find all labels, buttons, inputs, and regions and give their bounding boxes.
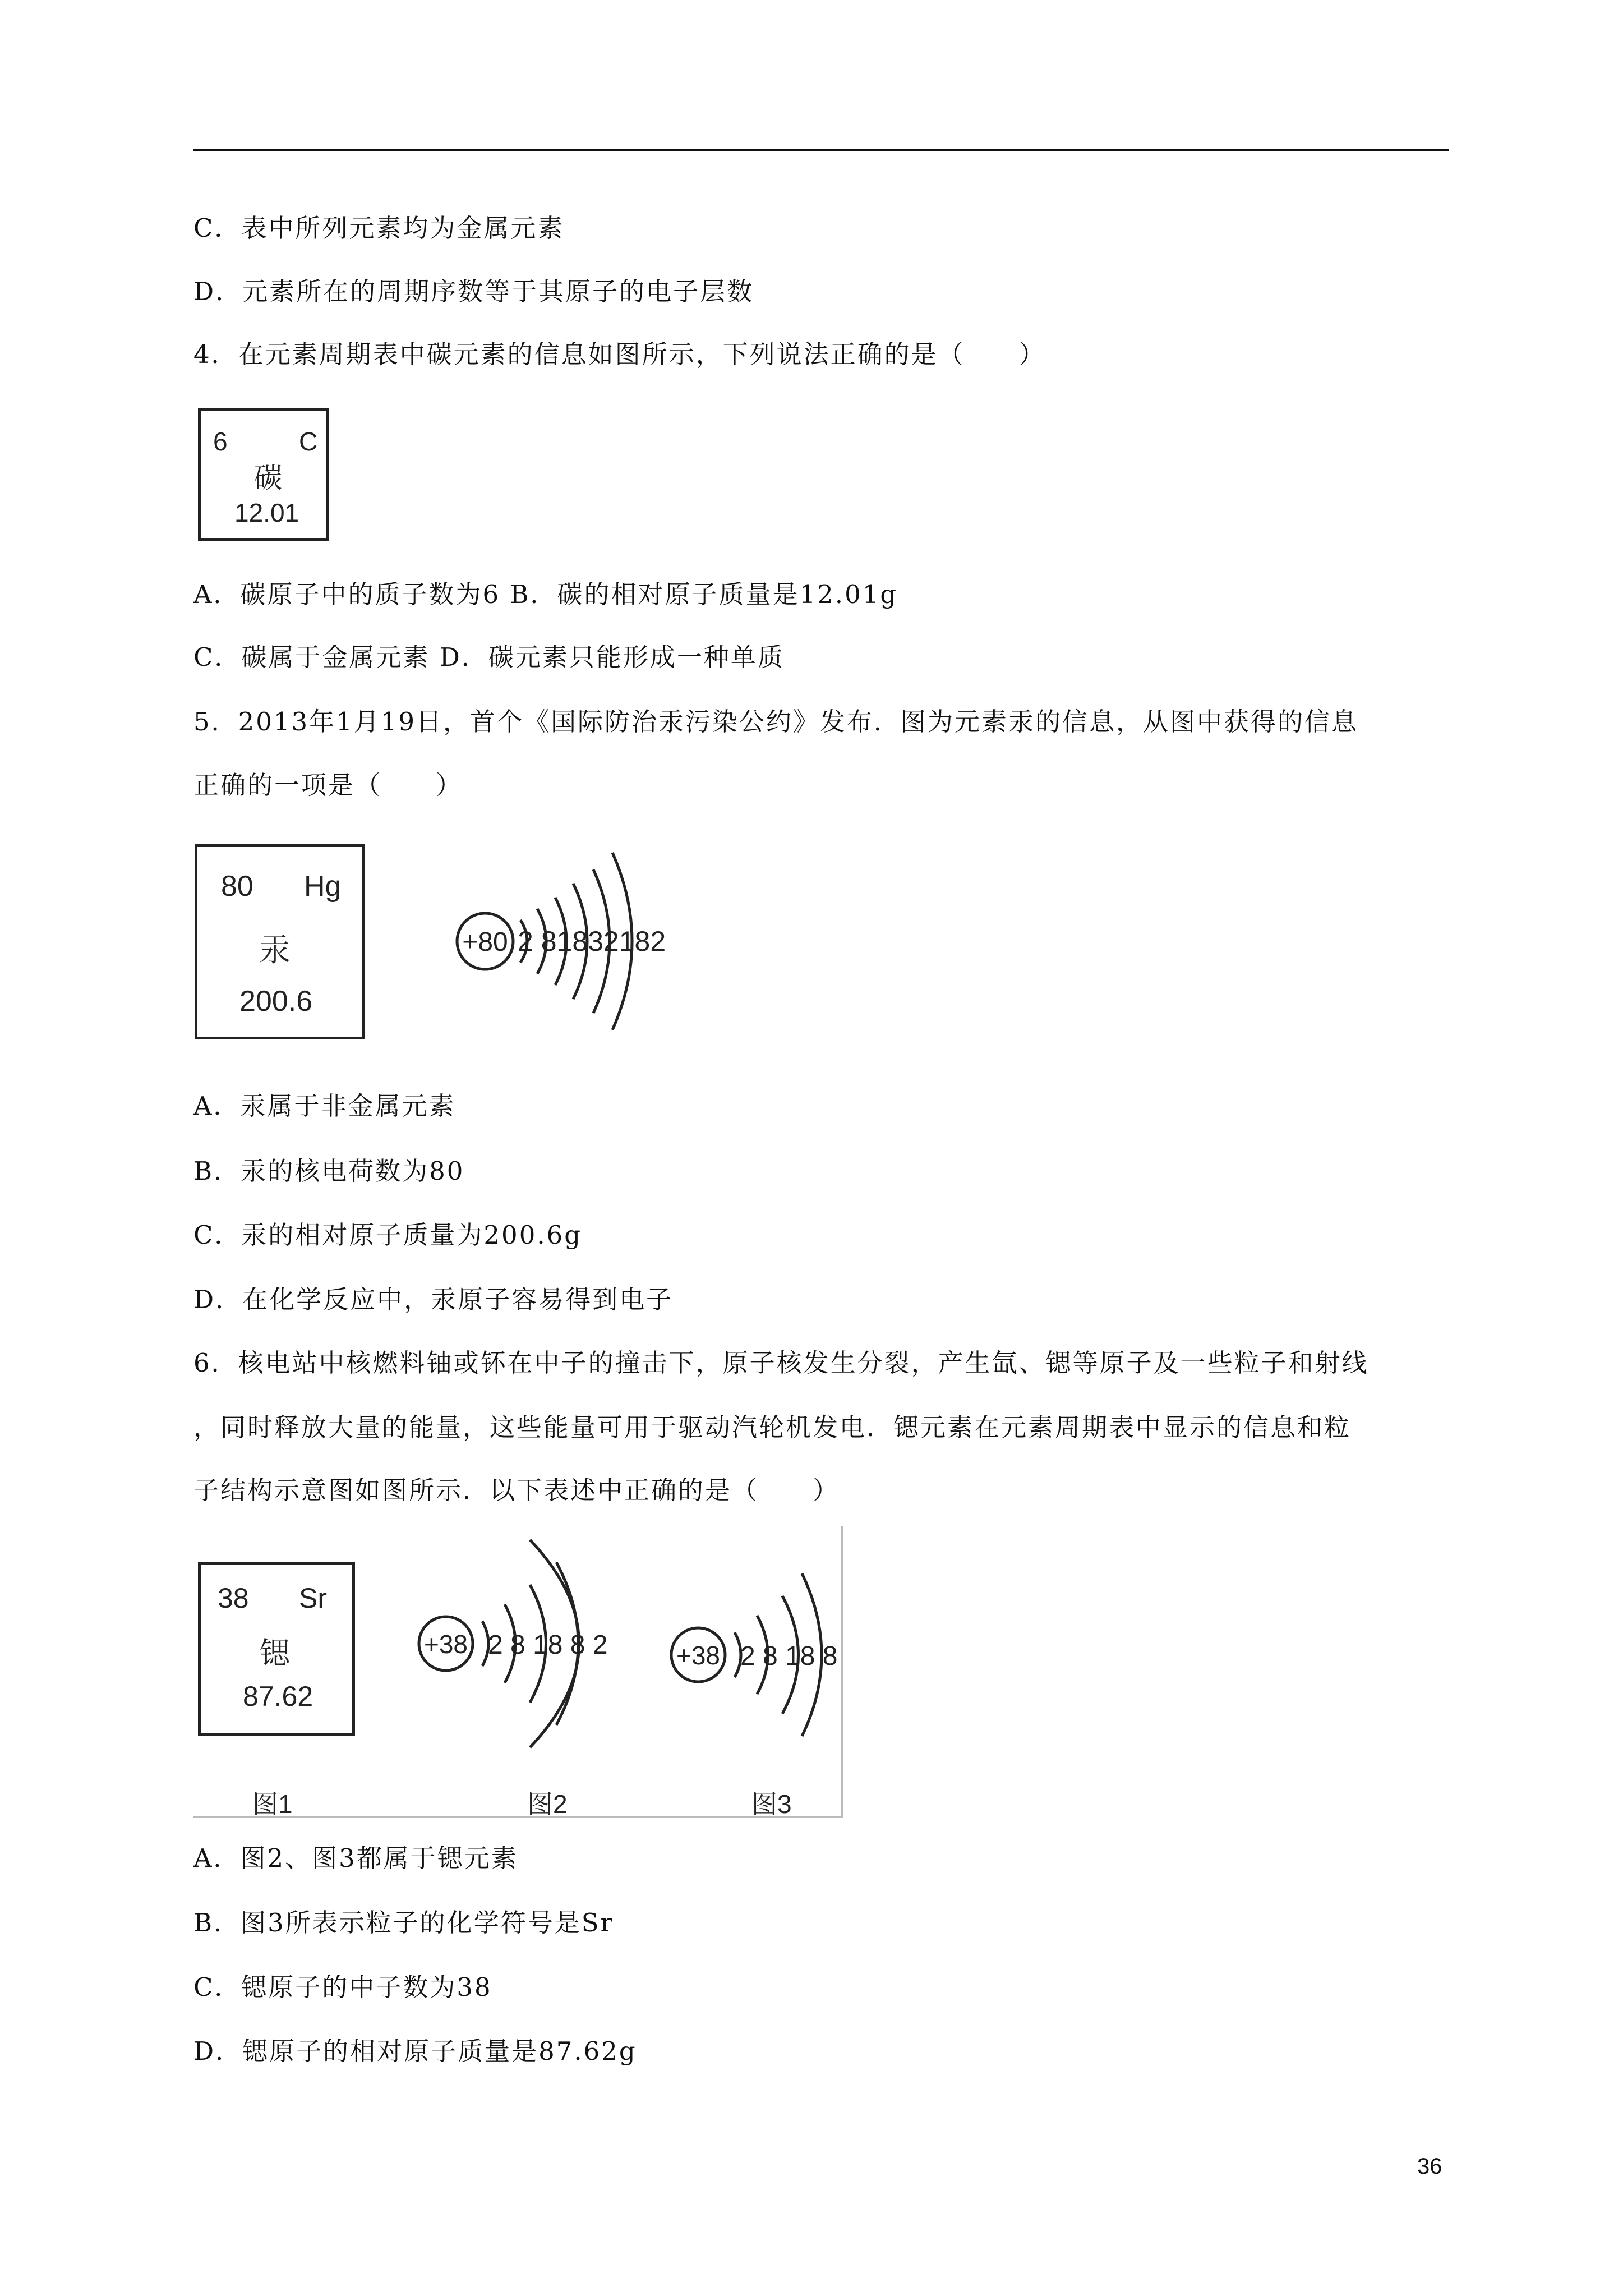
q6-stem-line2: ，同时释放大量的能量，这些能量可用于驱动汽轮机发电．锶元素在元素周期表中显示的信息和粒 (193, 1412, 1352, 1442)
nucleus-charge: +80 (462, 927, 508, 957)
atomic-mass: 12.01 (234, 498, 299, 527)
carbon-element-card (198, 408, 329, 541)
page-number: 36 (1417, 2154, 1442, 2179)
element-name: 汞 (259, 932, 291, 968)
strontium-element-card (198, 1562, 355, 1736)
atomic-mass: 87.62 (243, 1681, 313, 1712)
q5-option-a: A．汞属于非金属元素 (193, 1091, 456, 1121)
nucleus-charge: +38 (676, 1641, 721, 1670)
electron-counts: 2 8 18 8 (740, 1641, 838, 1671)
q3-option-c: C．表中所列元素均为金属元素 (193, 213, 565, 243)
q3-option-d: D．元素所在的周期序数等于其原子的电子层数 (193, 277, 754, 306)
atomic-number: 6 (213, 427, 228, 456)
electron-counts: 2 81832182 (518, 926, 666, 957)
mercury-element-card (195, 844, 365, 1039)
q5-stem-line2: 正确的一项是（ ） (193, 770, 463, 800)
q5-option-b: B．汞的核电荷数为80 (193, 1156, 465, 1186)
q4-options-ab: A．碳原子中的质子数为6 B．碳的相对原子质量是12.01g (193, 579, 898, 609)
q6-stem-line1: 6．核电站中核燃料铀或钚在中子的撞击下，原子核发生分裂，产生氙、锶等原子及一些粒子和射线 (193, 1348, 1369, 1378)
q4-stem: 4．在元素周期表中碳元素的信息如图所示，下列说法正确的是（ ） (193, 339, 1046, 369)
atomic-number: 80 (221, 870, 253, 903)
strontium-ion-diagram (662, 1554, 841, 1750)
element-symbol: C (299, 427, 318, 456)
nucleus-charge: +38 (423, 1630, 468, 1659)
element-symbol: Hg (304, 870, 342, 903)
q6-stem-line3: 子结构示意图如图所示．以下表述中正确的是（ ） (193, 1475, 840, 1505)
figure-caption-1: 图1 (252, 1789, 293, 1819)
q5-stem-line1: 5．2013年1月19日，首个《国际防治汞污染公约》发布．图为元素汞的信息，从图中获得的信息 (193, 707, 1359, 737)
q6-option-a: A．图2、图3都属于锶元素 (193, 1843, 518, 1873)
header-rule (193, 149, 1449, 151)
q5-option-c: C．汞的相对原子质量为200.6g (193, 1220, 583, 1250)
figure-caption-2: 图2 (527, 1789, 568, 1819)
mercury-atomic-structure-diagram (443, 830, 684, 1049)
q6-option-c: C．锶原子的中子数为38 (193, 1972, 492, 2002)
figure-caption-3: 图3 (751, 1789, 792, 1819)
q4-options-cd: C．碳属于金属元素 D．碳元素只能形成一种单质 (193, 642, 785, 672)
figure-frame-edge (841, 1526, 843, 1818)
element-name: 碳 (254, 462, 282, 494)
electron-counts: 2 8 18 8 2 (488, 1630, 608, 1660)
q6-option-b: B．图3所表示粒子的化学符号是Sr (193, 1908, 615, 1938)
strontium-atom-diagram (409, 1531, 628, 1756)
atomic-mass: 200.6 (239, 985, 313, 1018)
atomic-number: 38 (218, 1582, 249, 1614)
element-name: 锶 (260, 1637, 290, 1671)
q5-option-d: D．在化学反应中，汞原子容易得到电子 (193, 1285, 674, 1314)
element-symbol: Sr (299, 1582, 327, 1614)
q6-option-d: D．锶原子的相对原子质量是87.62g (193, 2036, 637, 2066)
